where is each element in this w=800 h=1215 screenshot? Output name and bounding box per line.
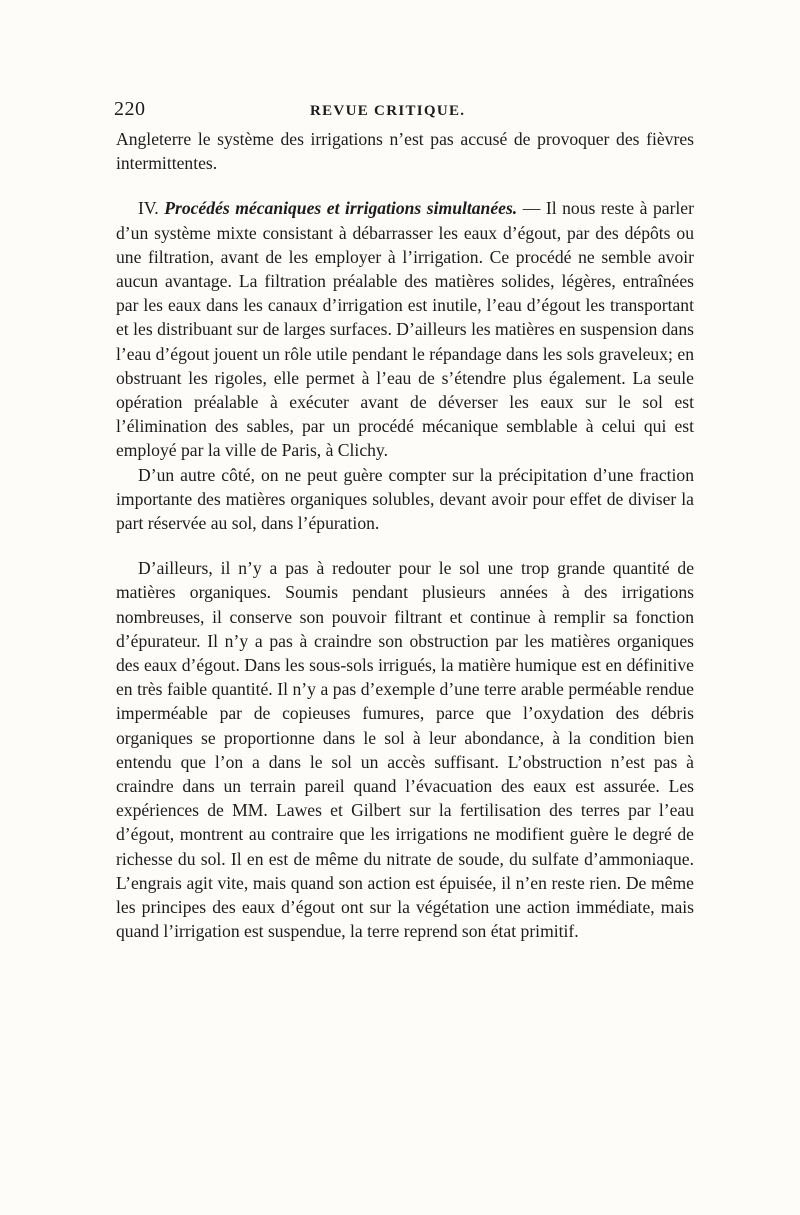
- running-head: REVUE CRITIQUE.: [310, 103, 466, 119]
- paragraph: D’un autre côté, on ne peut guère compter sur la précipitation d’une fraction importante des matières organiques solubles, devant avoir pour effet de diviser la part réservée au sol, dans l’épuration.: [116, 464, 694, 534]
- paragraph: D’ailleurs, il n’y a pas à redouter pour le sol une trop grande quantité de matières organiques. Soumis pendant plusieurs années à des irrigations nombreuses, il conserve son pouvoir filtrant et continue à remplir sa fonction d’épurateur. Il n’y a pas à craindre son obstruction par les matières organiques des eaux d’égout. Dans les sous-sols irrigués, la matière humique est en définitive en très faible quantité. Il n’y a pas d’exemple d’une terre arable perméable rendue imperméable par de copieuses fumures, parce que l’oxydation des débris organiques se proportionne dans le sol à leur abondance, à la condition bien entendu que l’on a dans le sol un accès suffisant. L’obstruction n’est pas à craindre dans un terrain pareil quand l’évacuation des eaux est assurée. Les expériences de MM. Lawes et Gilbert sur la fertilisation des terres par l’eau d’égout, montrent au contraire que les irrigations ne modifient guère le degré de richesse du sol. Il en est de même du nitrate de soude, du sulfate d’ammoniaque. L’engrais agit vite, mais quand son action est épuisée, il n’en reste rien. De même les principes des eaux d’égout ont sur la végétation une action immédiate, mais quand l’irrigation est suspendue, la terre reprend son état primitif.: [116, 558, 694, 942]
- section-text: — Il nous reste à parler d’un système mixte consistant à débarrasser les eaux d’égout, par des dépôts ou une filtration, avant de les employer à l’irrigation. Ce procédé ne semble avoir aucun avantage. La filtration préalable des matières solides, légères, entraînées par les eaux dans les canaux d’irrigation est inutile, l’eau d’égout les transportant et les distribuant sur de larges surfaces. D’ailleurs les matières en suspension dans l’eau d’égout jouent un rôle utile pendant le répandage dans les sols graveleux; en obstruant les rigoles, elle permet à l’eau de s’étendre plus également. La seule opération préalable à exécuter avant de déverser les eaux sur le sol est l’élimination des sables, par un procédé mécanique semblable à celui qui est employé par la ville de Paris, à Clichy.: [116, 198, 694, 461]
- section-number: IV.: [138, 198, 159, 219]
- section-title: Procédés mécaniques et irrigations simultanées.: [164, 198, 518, 219]
- page-header: [114, 98, 694, 128]
- body-text: [116, 127, 694, 944]
- paragraph-continuation: Angleterre le système des irrigations n’est pas accusé de provoquer des fièvres intermittentes.: [116, 129, 694, 174]
- paragraph-section-iv: [116, 196, 694, 462]
- page-number: 220: [114, 98, 146, 120]
